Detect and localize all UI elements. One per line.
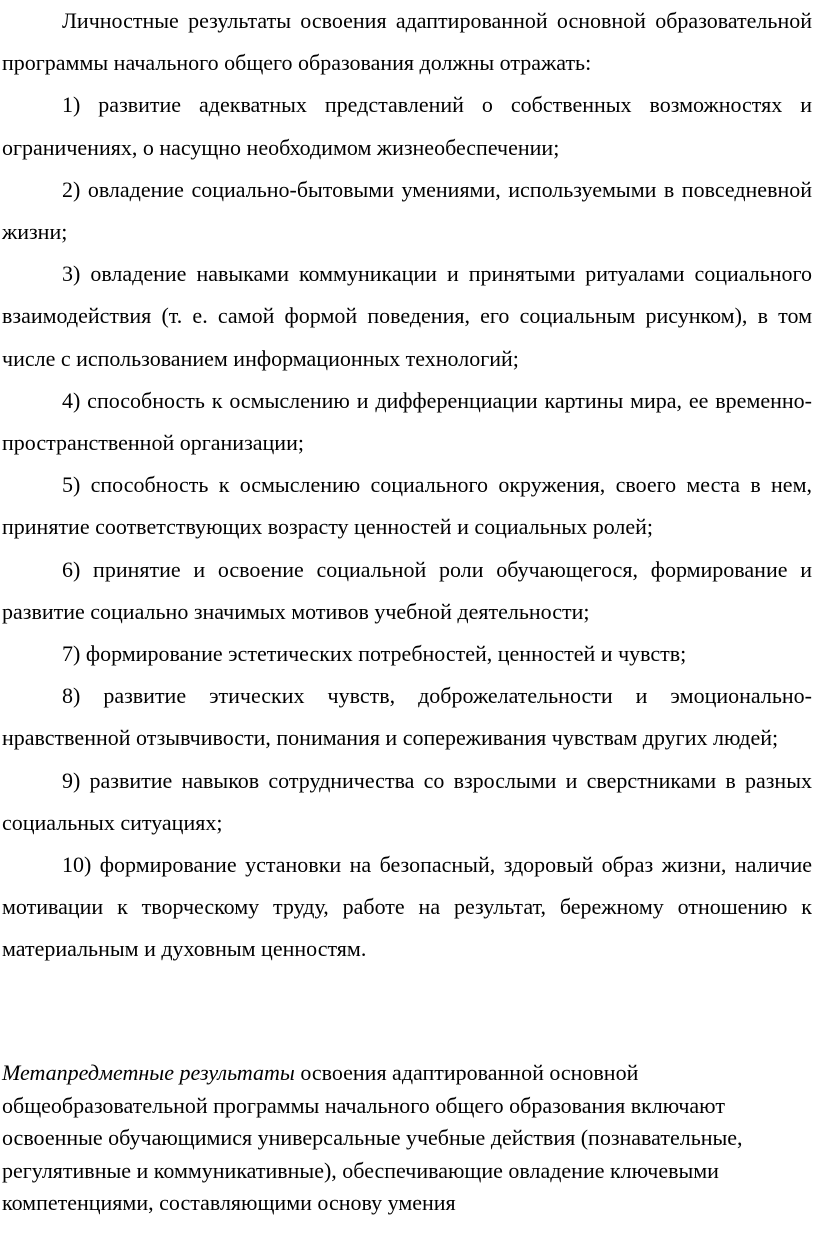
list-item-9: 9) развитие навыков сотрудничества со взрослыми и сверстниками в разных социальных ситуациях; (2, 767, 812, 835)
meta-heading: Метапредметные результаты (2, 1060, 295, 1085)
meta-results-section (2, 1057, 814, 1220)
list-item-1: 1) развитие адекватных представлений о собственных возможностях и ограничениях, о насущно необходимом жизнеобеспечении; (2, 92, 812, 160)
list-item-3: 3) овладение навыками коммуникации и принятыми ритуалами социального взаимодействия (т. е. самой формой поведения, его социальным рисунком), в том числе с использованием информационных технологий; (2, 261, 812, 371)
list-item-7: 7) формирование эстетических потребностей, ценностей и чувств; (62, 641, 687, 667)
intro-paragraph: Личностные результаты освоения адаптированной основной образовательной программы начального общего образования должны отражать: (2, 8, 812, 76)
list-item-6: 6) принятие и освоение социальной роли обучающегося, формирование и развитие социально значимых мотивов учебной деятельности; (2, 556, 812, 624)
meta-paragraph (2, 1057, 814, 1220)
personal-results-section (2, 0, 812, 971)
list-item-8: 8) развитие этических чувств, доброжелательности и эмоционально-нравственной отзывчивости, понимания и сопереживания чувствам других людей; (2, 683, 812, 751)
list-item-4: 4) способность к осмыслению и дифференциации картины мира, ее временно-пространственной организации; (2, 387, 812, 456)
list-item-2: 2) овладение социально-бытовыми умениями, используемыми в повседневной жизни; (2, 176, 812, 245)
list-item-5: 5) способность к осмыслению социального окружения, своего места в нем, принятие соответствующих возрасту ценностей и социальных ролей; (2, 472, 812, 540)
meta-text: освоения адаптированной основной общеобразовательной программы начального общего образования включают освоенные обучающимися универсальные учебные действия (познавательные, регулятивные и коммуникативные), обеспечивающие овладение ключевыми компетенциями, составляющими основу умения (2, 1060, 743, 1215)
list-item-10: 10) формирование установки на безопасный, здоровый образ жизни, наличие мотивации к творческому труду, работе на результат, бережному отношению к материальным и духовным ценностям. (2, 852, 812, 962)
